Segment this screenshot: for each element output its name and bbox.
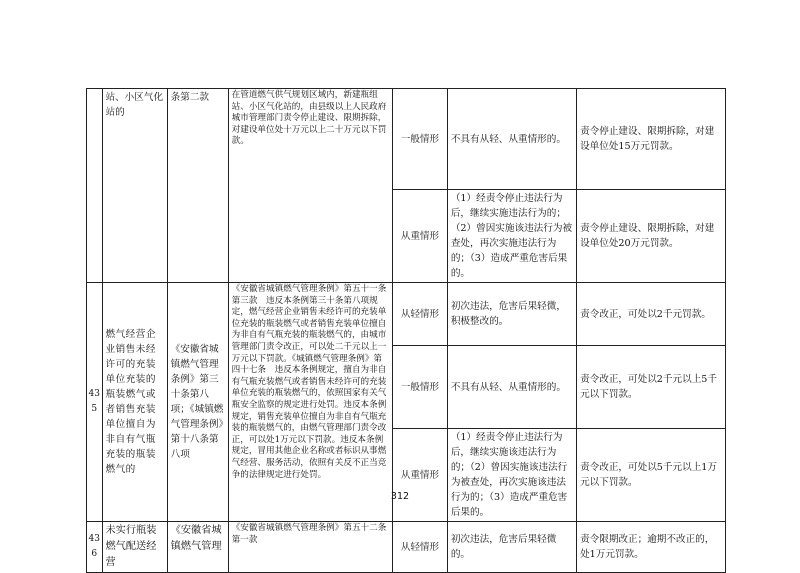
illegal-act: 未实行瓶装燃气配送经营	[102, 522, 167, 573]
circumstance-text: （1）经责令停止违法行为后，继续实施违法行为的；（2）曾因实施该违法行为被查处，再次实施违法行为的；（3）造成严重危害后果的。	[447, 190, 576, 283]
legal-basis: 《安徽省城镇燃气管理条例》第三十条第八项；《城镇燃气管理条例》第十八条第八项	[167, 283, 228, 522]
circumstance-text: 不具有从轻、从重情形的。	[447, 89, 576, 190]
degree-label: 从重情形	[393, 429, 448, 522]
legal-basis: 条第二款	[167, 89, 228, 283]
penalty-standard: 责令改正，可处以2千元以上5千元以下罚款。	[577, 346, 726, 429]
row-number: 436	[87, 522, 103, 573]
penalty-standard: 责令改正，可处以5千元以上1万元以下罚款。	[577, 429, 726, 522]
row-number: 435	[87, 283, 103, 522]
illegal-act: 站、小区气化站的	[102, 89, 167, 283]
illegal-act: 燃气经营企业销售未经许可的充装单位充装的瓶装燃气或者销售充装单位擅自为非自有气瓶充装的瓶装燃气的	[102, 283, 167, 522]
penalty-clause: 《安徽省城镇燃气管理条例》第五十一条第三款 违反本条例第三十条第八项规定，燃气经营企业销售未经许可的充装单位充装的瓶装燃气或者销售充装单位擅自为非自有气瓶充装的瓶装燃气的，由城市管理部门责令改正，可以处二千元以上一万元以下罚款。《城镇燃气管理条例》第四十七条 违反本条例规定，擅自为非自有气瓶充装燃气或者销售未经许可的充装单位充装的瓶装燃气的，依照国家有关气瓶安全监察的规定进行处罚。违反本条例规定，销售充装单位擅自为非自有气瓶充装的瓶装燃气的，由燃气管理部门责令改正，可以处1万元以下罚款。违反本条例规定，冒用其他企业名称或者标识从事燃气经营、服务活动，依照有关反不正当竞争的法律规定进行处罚。	[228, 283, 392, 522]
penalty-standard: 责令停止建设、限期拆除，对建设单位处20万元罚款。	[577, 190, 726, 283]
penalty-standard: 责令限期改正；逾期不改正的，处1万元罚款。	[577, 522, 726, 573]
degree-label: 从重情形	[393, 190, 448, 283]
table-row	[87, 283, 726, 346]
degree-label: 一般情形	[393, 346, 448, 429]
degree-label: 一般情形	[393, 89, 448, 190]
circumstance-text: 初次违法，危害后果轻微的。	[447, 522, 576, 573]
circumstance-text: 初次违法，危害后果轻微，积极整改的。	[447, 283, 576, 346]
degree-label: 从轻情形	[393, 283, 448, 346]
degree-label: 从轻情形	[393, 522, 448, 573]
row-number	[87, 89, 103, 283]
table-row	[87, 89, 726, 190]
circumstance-text: 不具有从轻、从重情形的。	[447, 346, 576, 429]
page-number: 312	[390, 491, 410, 502]
circumstance-text: （1）经责令停止违法行为后，继续实施该违法行为的；（2）曾因实施该违法行为被查处，再次实施该违法行为的；（3）造成严重危害后果的。	[447, 429, 576, 522]
penalty-standard: 责令改正，可处以2千元罚款。	[577, 283, 726, 346]
legal-basis: 《安徽省城镇燃气管理	[167, 522, 228, 573]
penalty-clause: 《安徽省城镇燃气管理条例》第五十二条第一款	[228, 522, 392, 573]
penalty-clause: 在管道燃气供气规划区域内，新建瓶组站、小区气化站的，由县级以上人民政府城市管理部门责令停止建设、限期拆除，对建设单位处十万元以上二十万元以下罚款。	[228, 89, 392, 283]
penalty-standard: 责令停止建设、限期拆除，对建设单位处15万元罚款。	[577, 89, 726, 190]
